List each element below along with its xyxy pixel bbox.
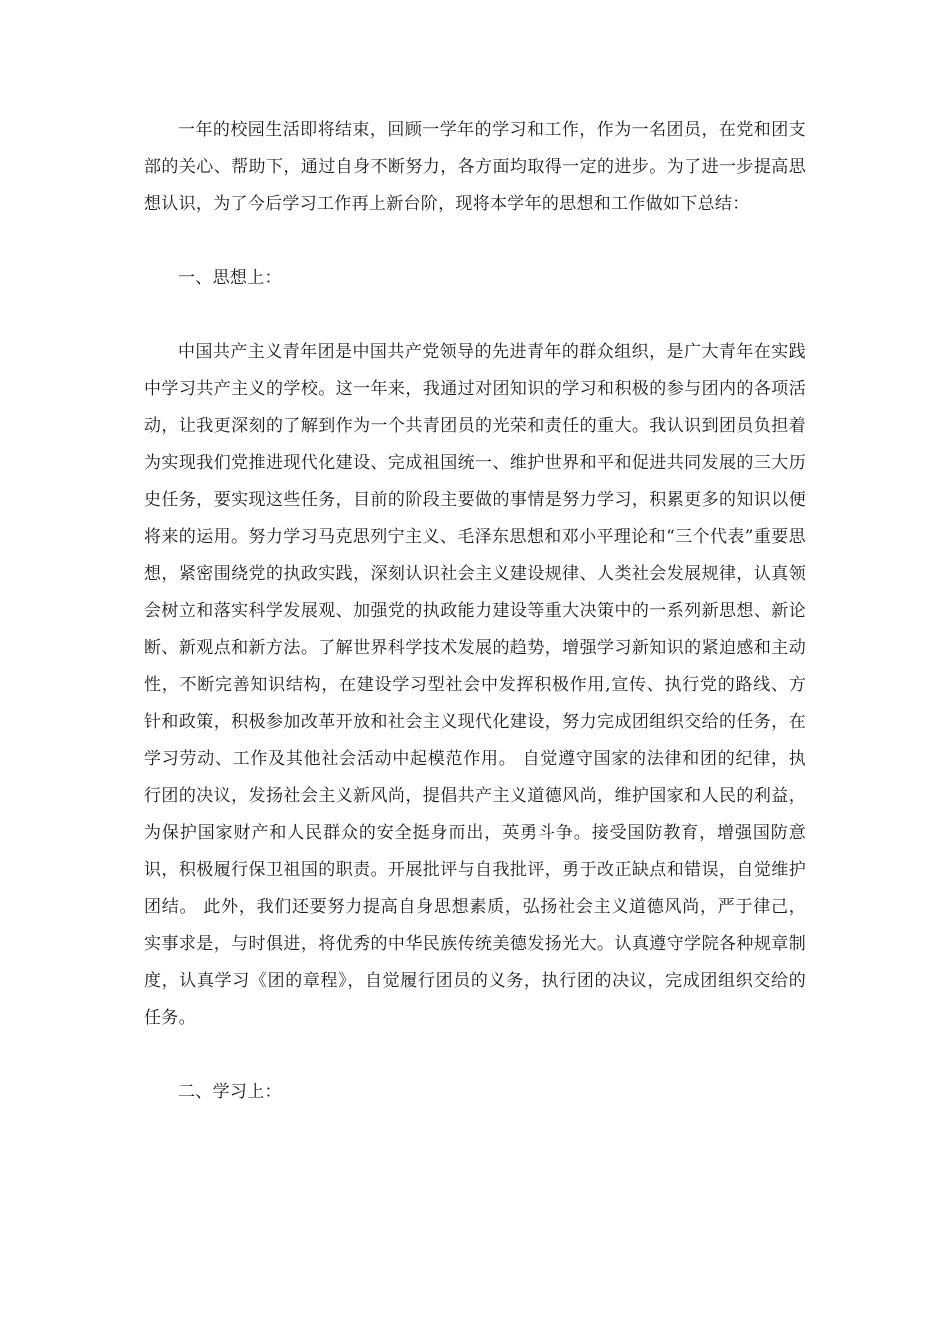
section-heading-study: 二、学习上： (178, 1082, 282, 1102)
section-heading-thought: 一、思想上： (178, 268, 282, 288)
document-body (144, 112, 806, 1111)
intro-paragraph: 一年的校园生活即将结束，回顾一学年的学习和工作，作为一名团员，在党和团支部的关心、帮助下，通过自身不断努力，各方面均取得一定的进步。为了进一步提高思想认识，为了今后学习工作再上新台阶，现将本学年的思想和工作做如下总结： (144, 120, 806, 214)
section-body-thought: 中国共产主义青年团是中国共产党领导的先进青年的群众组织，是广大青年在实践中学习共产主义的学校。这一年来，我通过对团知识的学习和积极的参与团内的各项活动，让我更深刻的了解到作为一个共青团员的光荣和责任的重大。我认识到团员负担着为实现我们党推进现代化建设、完成祖国统一、维护世界和平和促进共同发展的三大历史任务，要实现这些任务，目前的阶段主要做的事情是努力学习，积累更多的知识以便将来的运用。努力学习马克思列宁主义、毛泽东思想和邓小平理论和“三个代表”重要思想，紧密围绕党的执政实践，深刻认识社会主义建设规律、人类社会发展规律，认真领会树立和落实科学发展观、加强党的执政能力建设等重大决策中的一系列新思想、新论断、新观点和新方法。了解世界科学技术发展的趋势，增强学习新知识的紧迫感和主动性，不断完善知识结构，在建设学习型社会中发挥积极作用,宣传、执行党的路线、方针和政策，积极参加改革开放和社会主义现代化建设，努力完成团组织交给的任务，在学习劳动、工作及其他社会活动中起模范作用。 自觉遵守国家的法律和团的纪律，执行团的决议，发扬社会主义新风尚，提倡共产主义道德风尚，维护国家和人民的利益，为保护国家财产和人民群众的安全挺身而出，英勇斗争。接受国防教育，增强国防意识，积极履行保卫祖国的职责。开展批评与自我批评，勇于改正缺点和错误，自觉维护团结。 此外，我们还要努力提高自身思想素质，弘扬社会主义道德风尚，严于律己，实事求是，与时俱进，将优秀的中华民族传统美德发扬光大。认真遵守学院各种规章制度，认真学习《团的章程》，自觉履行团员的义务，执行团的决议，完成团组织交给的任务。 (144, 342, 806, 1028)
